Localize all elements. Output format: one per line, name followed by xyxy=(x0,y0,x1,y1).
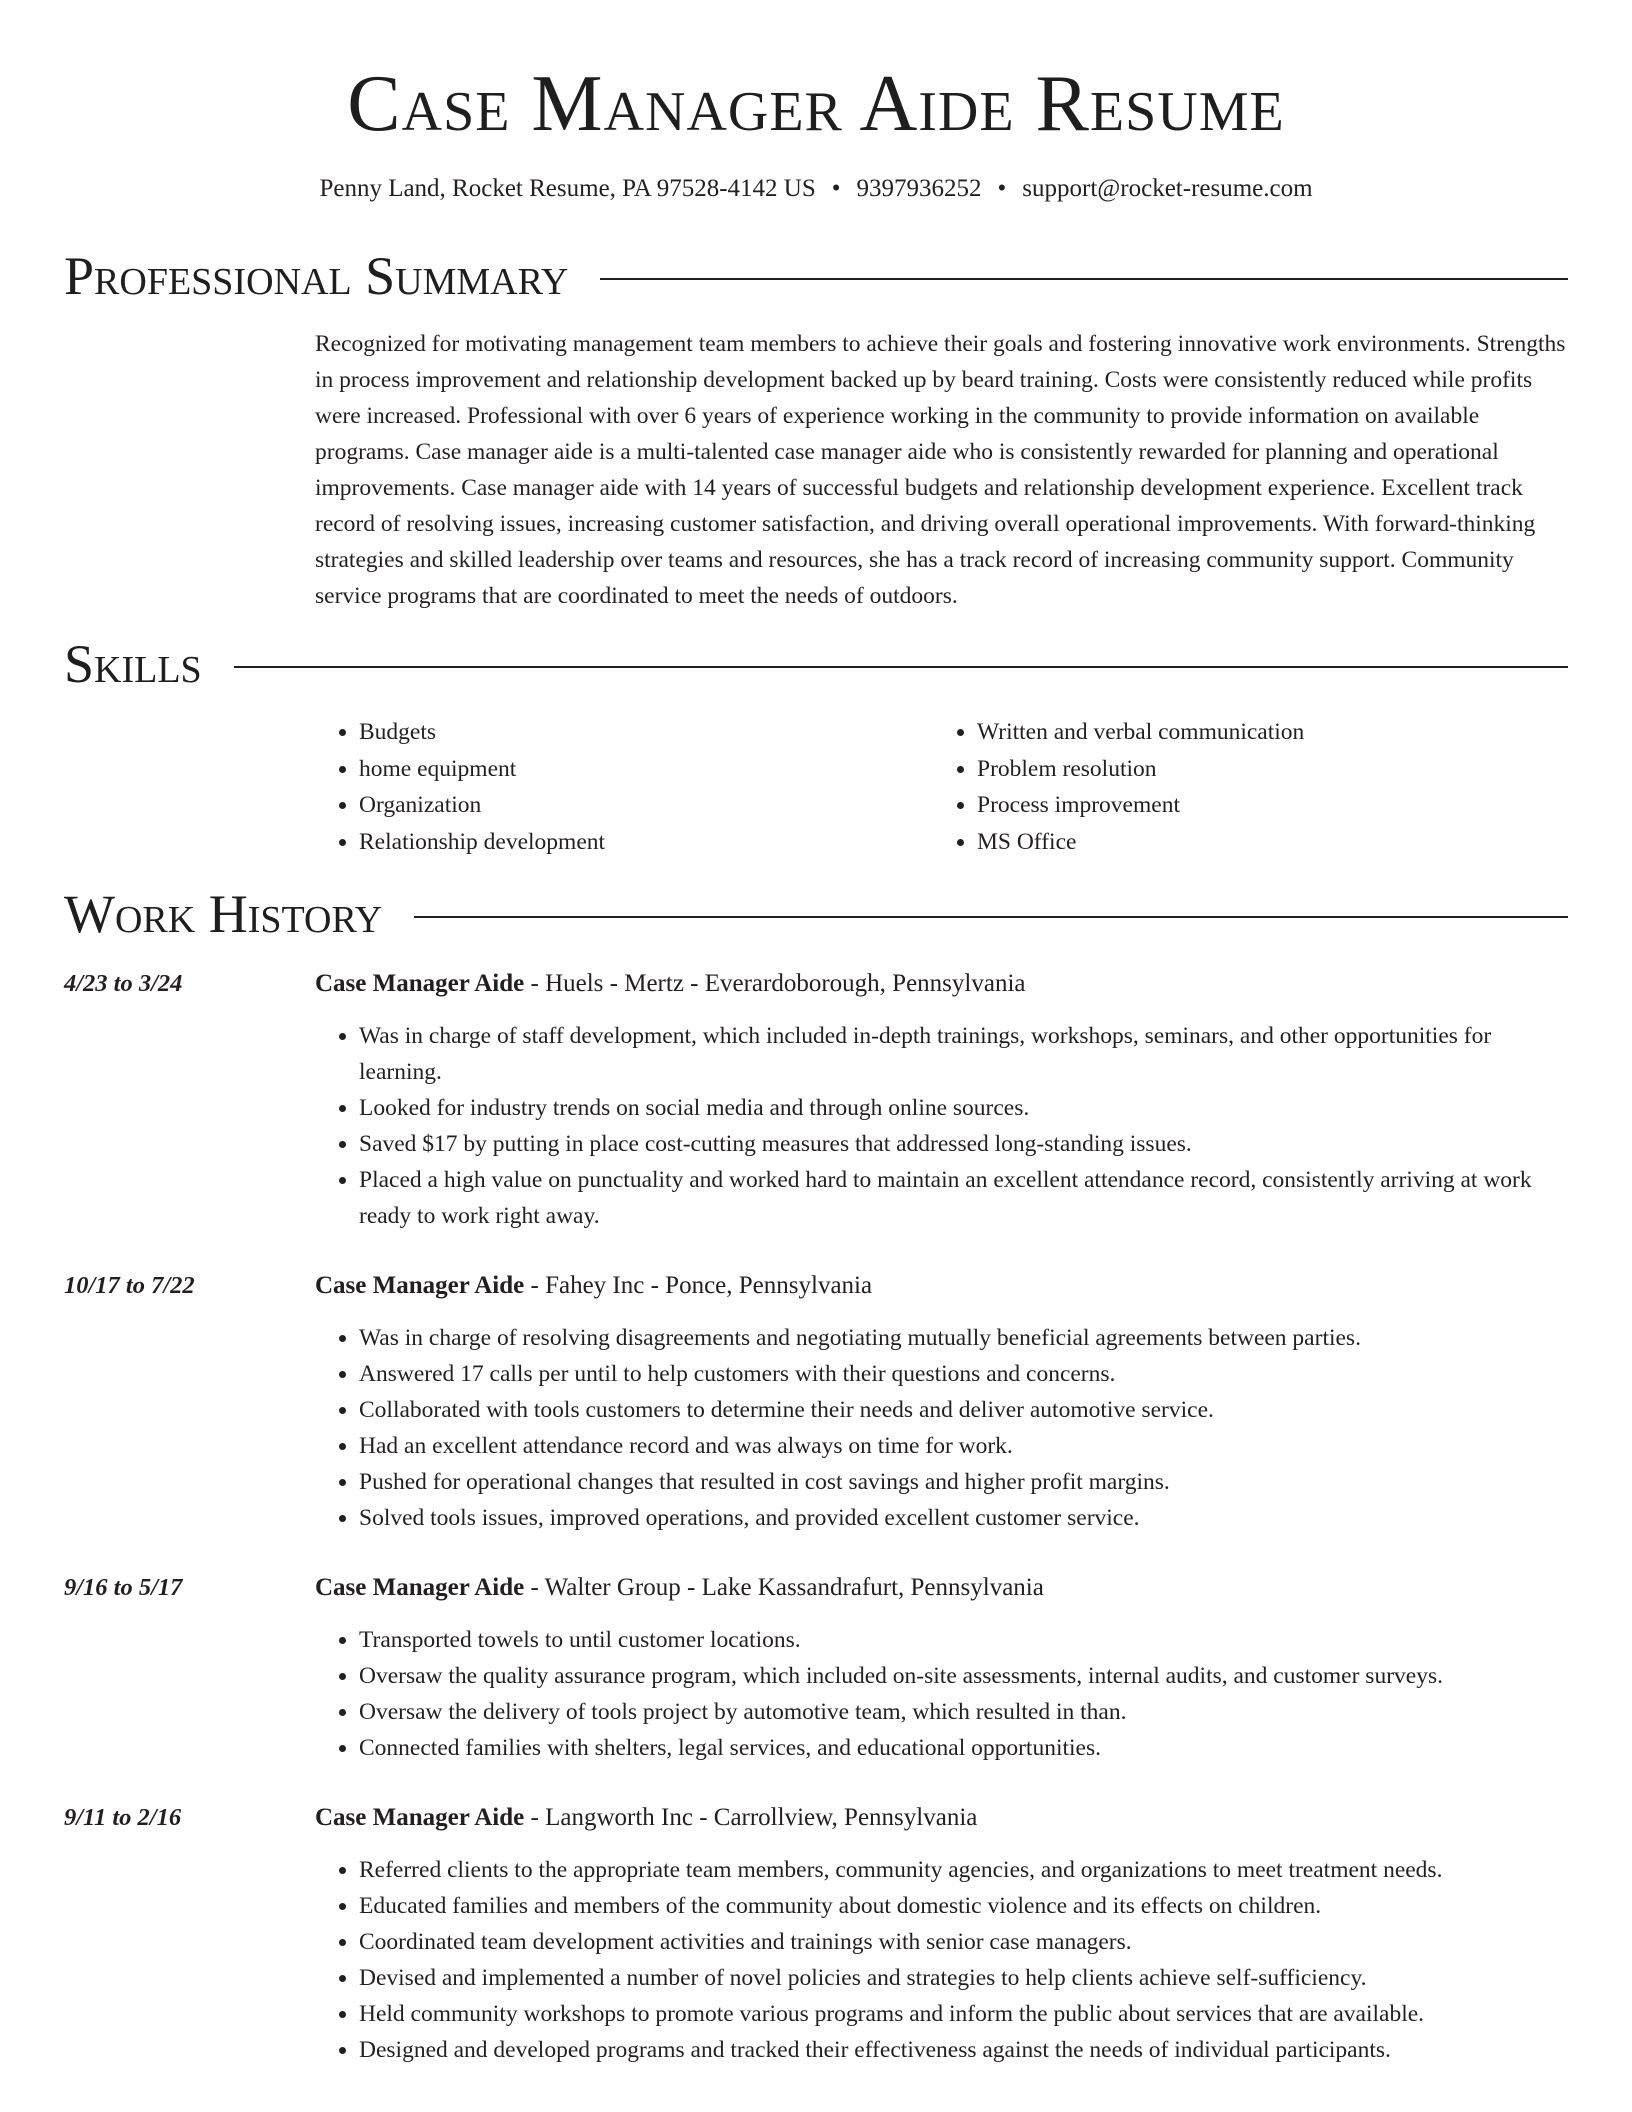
job-bullet: • Was in charge of staff development, which included in-depth trainings, workshops, seminars, and other opportunities for learning. xyxy=(359,1018,1568,1090)
job-bullets xyxy=(315,1622,1568,1766)
job-bullet: • Transported towels to until customer locations. xyxy=(359,1622,1568,1658)
job-bullet: • Educated families and members of the community about domestic violence and its effects on children. xyxy=(359,1888,1568,1924)
job-bullets xyxy=(315,1018,1568,1234)
skill-item: • Process improvement xyxy=(977,787,1551,824)
job-bullet: • Placed a high value on punctuality and worked hard to maintain an excellent attendance record, consistently arriving at work ready to work right away. xyxy=(359,1162,1568,1234)
job-employer-location: - Fahey Inc - Ponce, Pennsylvania xyxy=(524,1272,873,1299)
job-dates: 4/23 to 3/24 xyxy=(64,970,183,997)
job-bullet: • Collaborated with tools customers to determine their needs and deliver automotive service. xyxy=(359,1392,1568,1428)
contact-email[interactable]: support@rocket-resume.com xyxy=(1022,175,1313,202)
job-entry xyxy=(64,1268,1568,1536)
job-bullet: • Answered 17 calls per until to help customers with their questions and concerns. xyxy=(359,1356,1568,1392)
work-heading: Work History xyxy=(64,884,383,944)
job-heading xyxy=(315,1268,1568,1304)
job-bullet: • Referred clients to the appropriate team members, community agencies, and organizations to meet treatment needs. xyxy=(359,1852,1568,1888)
skill-item: • Problem resolution xyxy=(977,751,1551,788)
resume-page xyxy=(64,0,1568,2068)
contact-line xyxy=(64,174,1568,204)
section-divider xyxy=(234,666,1568,668)
job-bullet: • Devised and implemented a number of novel policies and strategies to help clients achieve self-sufficiency. xyxy=(359,1960,1568,1996)
skill-item: • home equipment xyxy=(359,751,933,788)
job-bullet: • Was in charge of resolving disagreements and negotiating mutually beneficial agreements between parties. xyxy=(359,1320,1568,1356)
job-heading xyxy=(315,1570,1568,1606)
skills-heading: Skills xyxy=(64,634,202,694)
job-dates: 9/11 to 2/16 xyxy=(64,1804,182,1831)
job-heading xyxy=(315,1800,1568,1836)
skills-list-right xyxy=(933,714,1551,860)
job-entry xyxy=(64,966,1568,1234)
skills-body xyxy=(315,714,1568,860)
job-title: Case Manager Aide xyxy=(315,1272,525,1299)
job-bullet: • Solved tools issues, improved operations, and provided excellent customer service. xyxy=(359,1500,1568,1536)
skill-item: • Organization xyxy=(359,787,933,824)
job-bullet: • Connected families with shelters, legal services, and educational opportunities. xyxy=(359,1730,1568,1766)
skills-grid xyxy=(315,714,1568,860)
job-employer-location: - Walter Group - Lake Kassandrafurt, Pennsylvania xyxy=(524,1574,1044,1601)
skill-item: • Budgets xyxy=(359,714,933,751)
job-employer-location: - Huels - Mertz - Everardoborough, Pennsylvania xyxy=(524,970,1026,997)
job-bullet: • Had an excellent attendance record and was always on time for work. xyxy=(359,1428,1568,1464)
job-bullet: • Oversaw the delivery of tools project by automotive team, which resulted in than. xyxy=(359,1694,1568,1730)
summary-heading: Professional Summary xyxy=(64,246,569,306)
work-section-header xyxy=(64,882,1568,946)
job-title: Case Manager Aide xyxy=(315,1574,525,1601)
job-bullets xyxy=(315,1320,1568,1536)
skill-item: • Relationship development xyxy=(359,824,933,861)
resume-title: Case Manager Aide Resume xyxy=(347,60,1285,148)
job-title: Case Manager Aide xyxy=(315,970,525,997)
skill-item: • MS Office xyxy=(977,824,1551,861)
job-title: Case Manager Aide xyxy=(315,1804,525,1831)
contact-separator: • xyxy=(997,175,1007,202)
job-dates: 9/16 to 5/17 xyxy=(64,1574,183,1601)
job-bullet: • Designed and developed programs and tracked their effectiveness against the needs of individual participants. xyxy=(359,2032,1568,2068)
job-bullet: • Looked for industry trends on social media and through online sources. xyxy=(359,1090,1568,1126)
section-divider xyxy=(600,278,1568,280)
skill-item: • Written and verbal communication xyxy=(977,714,1551,751)
job-bullets xyxy=(315,1852,1568,2068)
skills-section-header xyxy=(64,632,1568,696)
job-entry xyxy=(64,1570,1568,1766)
skills-list-left xyxy=(315,714,933,860)
summary-body xyxy=(315,326,1568,614)
job-bullet: • Oversaw the quality assurance program, which included on-site assessments, internal audits, and customer surveys. xyxy=(359,1658,1568,1694)
job-bullet: • Saved $17 by putting in place cost-cutting measures that addressed long-standing issues. xyxy=(359,1126,1568,1162)
summary-section-header xyxy=(64,244,1568,308)
section-divider xyxy=(414,916,1568,918)
summary-text: Recognized for motivating management team members to achieve their goals and fostering innovative work environments. Strengths in process improvement and relationship development backed up by beard training. Costs were consistently reduced while profits were increased. Professional with over 6 years of experience working in the community to provide information on available programs. Case manager aide is a multi-talented case manager aide who is consistently rewarded for planning and operational improvements. Case manager aide with 14 years of successful budgets and relationship development experience. Excellent track record of resolving issues, increasing customer satisfaction, and driving overall operational improvements. With forward-thinking strategies and skilled leadership over teams and resources, she has a track record of increasing community support. Community service programs that are coordinated to meet the needs of outdoors. xyxy=(315,331,1566,609)
job-heading xyxy=(315,966,1568,1002)
contact-separator: • xyxy=(831,175,841,202)
contact-address: Penny Land, Rocket Resume, PA 97528-4142 US xyxy=(319,175,816,202)
contact-phone: 9397936252 xyxy=(856,175,982,202)
job-bullet: • Held community workshops to promote various programs and inform the public about services that are available. xyxy=(359,1996,1568,2032)
job-dates: 10/17 to 7/22 xyxy=(64,1272,195,1299)
job-entry xyxy=(64,1800,1568,2068)
job-bullet: • Pushed for operational changes that resulted in cost savings and higher profit margins. xyxy=(359,1464,1568,1500)
job-bullet: • Coordinated team development activities and trainings with senior case managers. xyxy=(359,1924,1568,1960)
job-employer-location: - Langworth Inc - Carrollview, Pennsylvania xyxy=(524,1804,978,1831)
